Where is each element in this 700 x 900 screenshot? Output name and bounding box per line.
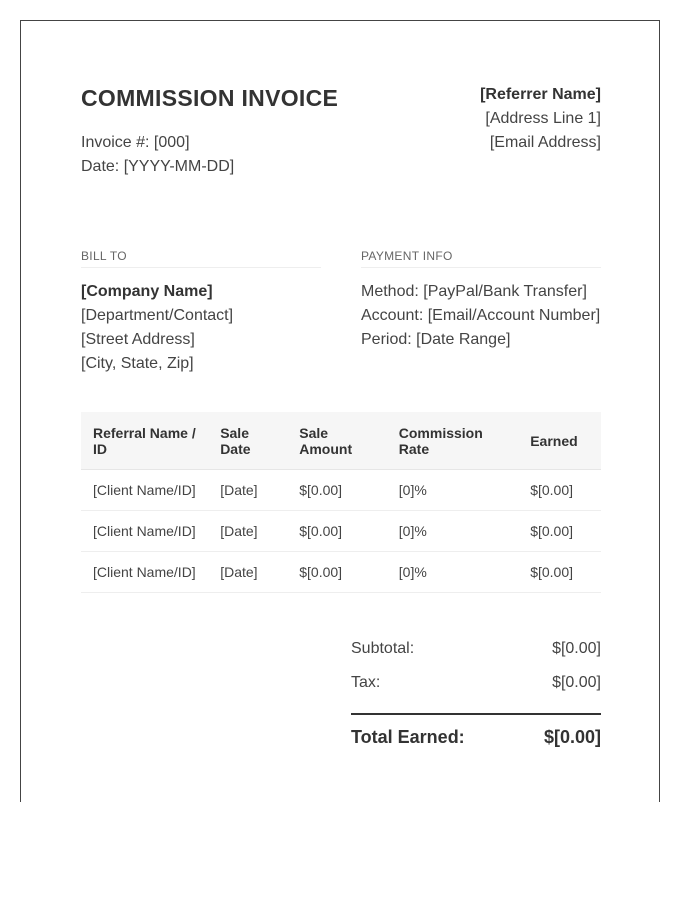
column-header-sale-date: Sale Date <box>208 412 287 470</box>
cell-commission-rate: [0]% <box>387 470 518 511</box>
table-row <box>81 470 601 511</box>
referrer-info <box>480 83 601 155</box>
table-header-row <box>81 412 601 470</box>
cell-sale-amount: $[0.00] <box>287 470 387 511</box>
invoice-number: Invoice #: [000] <box>81 134 190 151</box>
bill-to-department: [Department/Contact] <box>81 307 234 324</box>
bill-to-city: [City, State, Zip] <box>81 355 194 372</box>
cell-sale-date: [Date] <box>208 552 287 593</box>
bill-to-section <box>81 249 321 376</box>
cell-earned: $[0.00] <box>518 511 601 552</box>
bill-to-label: BILL TO <box>81 249 321 268</box>
subtotal-label: Subtotal: <box>351 640 415 657</box>
cell-earned: $[0.00] <box>518 552 601 593</box>
cell-commission-rate: [0]% <box>387 511 518 552</box>
payment-info-section <box>361 249 601 352</box>
column-header-earned: Earned <box>518 412 601 470</box>
cell-commission-rate: [0]% <box>387 552 518 593</box>
table-row <box>81 511 601 552</box>
total-row <box>351 725 601 759</box>
payment-account: Account: [Email/Account Number] <box>361 307 601 324</box>
totals-section <box>351 637 601 759</box>
subtotal-value: $[0.00] <box>552 640 601 657</box>
invoice-date: Date: [YYYY-MM-DD] <box>81 158 235 175</box>
cell-referral: [Client Name/ID] <box>81 511 208 552</box>
subtotal-row <box>351 637 601 671</box>
payment-period: Period: [Date Range] <box>361 331 511 348</box>
tax-value: $[0.00] <box>552 674 601 691</box>
invoice-page <box>20 20 660 802</box>
column-header-referral: Referral Name / ID <box>81 412 208 470</box>
table-row <box>81 552 601 593</box>
column-header-sale-amount: Sale Amount <box>287 412 387 470</box>
column-header-commission-rate: Commission Rate <box>387 412 518 470</box>
cell-sale-date: [Date] <box>208 511 287 552</box>
cell-sale-date: [Date] <box>208 470 287 511</box>
referrer-email: [Email Address] <box>489 134 601 151</box>
bill-to-company: [Company Name] <box>81 283 213 300</box>
referrer-name: [Referrer Name] <box>480 86 601 103</box>
invoice-header <box>81 83 601 179</box>
totals-divider <box>351 713 601 715</box>
cell-sale-amount: $[0.00] <box>287 511 387 552</box>
total-label: Total Earned: <box>351 727 465 747</box>
bill-to-street: [Street Address] <box>81 331 195 348</box>
tax-label: Tax: <box>351 674 381 691</box>
cell-referral: [Client Name/ID] <box>81 552 208 593</box>
cell-sale-amount: $[0.00] <box>287 552 387 593</box>
invoice-title: COMMISSION INVOICE <box>81 85 339 111</box>
total-value: $[0.00] <box>543 727 601 747</box>
cell-referral: [Client Name/ID] <box>81 470 208 511</box>
payment-method: Method: [PayPal/Bank Transfer] <box>361 283 587 300</box>
cell-earned: $[0.00] <box>518 470 601 511</box>
commission-table <box>81 412 601 593</box>
payment-info-label: PAYMENT INFO <box>361 249 601 268</box>
referrer-address: [Address Line 1] <box>485 110 601 127</box>
tax-row <box>351 671 601 705</box>
